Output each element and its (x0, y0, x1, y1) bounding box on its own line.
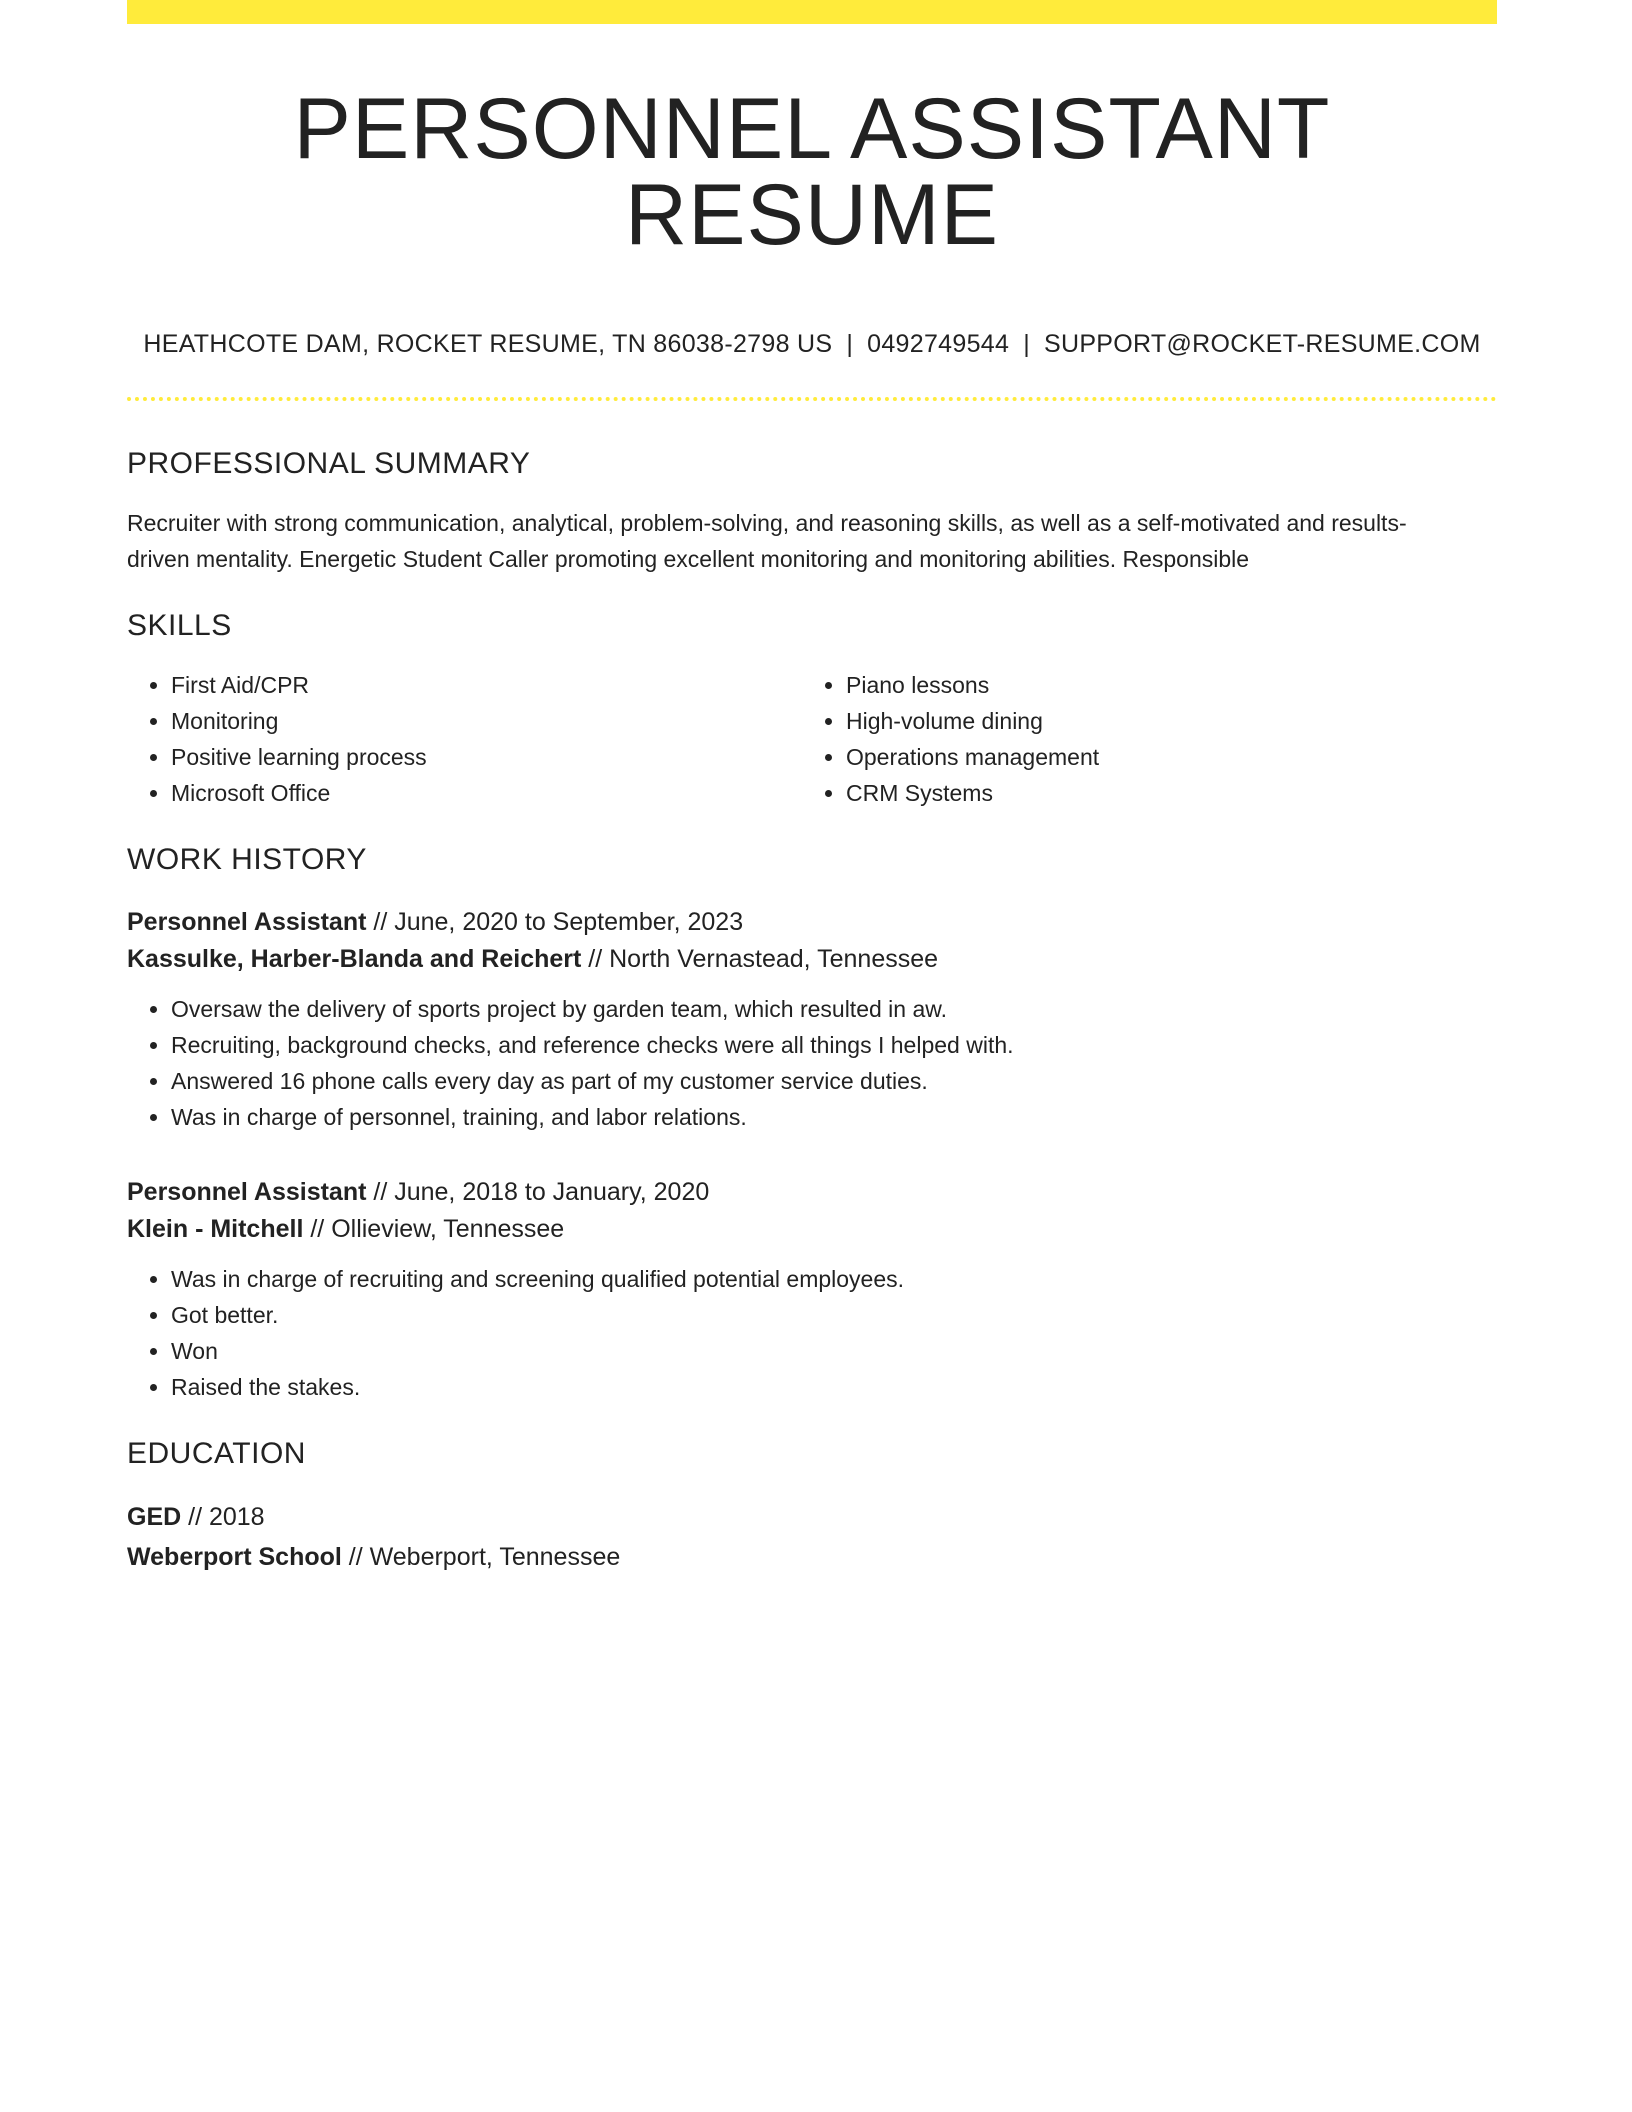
job-bullet: • Recruiting, background checks, and reference checks were all things I helped with. (171, 1027, 1497, 1063)
contact-line (127, 330, 1497, 359)
job-title: Personnel Assistant (127, 1178, 367, 1206)
contact-address: HEATHCOTE DAM, ROCKET RESUME, TN 86038-2798 US (143, 330, 833, 358)
skill-item: • High-volume dining (846, 703, 1477, 739)
work-history-heading: WORK HISTORY (127, 843, 367, 876)
contact-separator: | (1023, 330, 1030, 358)
education-heading: EDUCATION (127, 1437, 306, 1470)
contact-email: SUPPORT@ROCKET-RESUME.COM (1043, 330, 1481, 358)
job-company-line (127, 939, 1497, 979)
skills-grid (127, 667, 1497, 811)
skills-column-left (127, 667, 802, 811)
education-degree-line (127, 1497, 1497, 1537)
job-entry (127, 1175, 1497, 1405)
skill-item: • First Aid/CPR (171, 667, 802, 703)
job-company: Klein - Mitchell (127, 1215, 304, 1243)
education-location: // Weberport, Tennessee (341, 1543, 621, 1571)
job-bullets (127, 991, 1497, 1135)
job-dates: // June, 2020 to September, 2023 (366, 908, 744, 936)
skills-column-right (802, 667, 1477, 811)
job-bullet: • Answered 16 phone calls every day as part of my customer service duties. (171, 1063, 1497, 1099)
education-year: // 2018 (181, 1503, 265, 1531)
job-title-line (127, 1175, 1497, 1209)
contact-separator: | (846, 330, 854, 358)
job-bullet: • Raised the stakes. (171, 1369, 1497, 1405)
page-title: PERSONNEL ASSISTANT RESUME (293, 81, 1331, 263)
top-accent-bar (127, 0, 1497, 24)
job-bullet: • Got better. (171, 1297, 1497, 1333)
dotted-divider (127, 397, 1497, 401)
job-bullet: • Oversaw the delivery of sports project by garden team, which resulted in aw. (171, 991, 1497, 1027)
summary-text: Recruiter with strong communication, analytical, problem-solving, and reasoning skills, as well as a self-motivated and results-driven mentality. Energetic Student Caller promoting excellent monitoring and monitoring abilities. Responsible (127, 510, 1407, 572)
education-school: Weberport School (127, 1543, 342, 1571)
job-title-line (127, 905, 1497, 939)
skill-item: • CRM Systems (846, 775, 1477, 811)
job-bullet: • Won (171, 1333, 1497, 1369)
job-location: // North Vernastead, Tennessee (581, 945, 939, 973)
job-dates: // June, 2018 to January, 2020 (366, 1178, 710, 1206)
skills-heading: SKILLS (127, 609, 232, 642)
job-bullet: • Was in charge of personnel, training, and labor relations. (171, 1099, 1497, 1135)
job-title: Personnel Assistant (127, 908, 367, 936)
contact-phone: 0492749544 (867, 330, 1010, 358)
job-bullet: • Was in charge of recruiting and screening qualified potential employees. (171, 1261, 1497, 1297)
job-location: // Ollieview, Tennessee (303, 1215, 565, 1243)
job-company: Kassulke, Harber-Blanda and Reichert (127, 945, 582, 973)
job-bullets (127, 1261, 1497, 1405)
job-entry (127, 905, 1497, 1135)
resume-page (127, 0, 1497, 1577)
summary-heading: PROFESSIONAL SUMMARY (127, 447, 531, 480)
skill-item: • Monitoring (171, 703, 802, 739)
education-school-line (127, 1537, 1497, 1577)
education-degree: GED (127, 1503, 182, 1531)
skill-item: • Piano lessons (846, 667, 1477, 703)
skill-item: • Operations management (846, 739, 1477, 775)
skill-item: • Positive learning process (171, 739, 802, 775)
skill-item: • Microsoft Office (171, 775, 802, 811)
job-company-line (127, 1209, 1497, 1249)
